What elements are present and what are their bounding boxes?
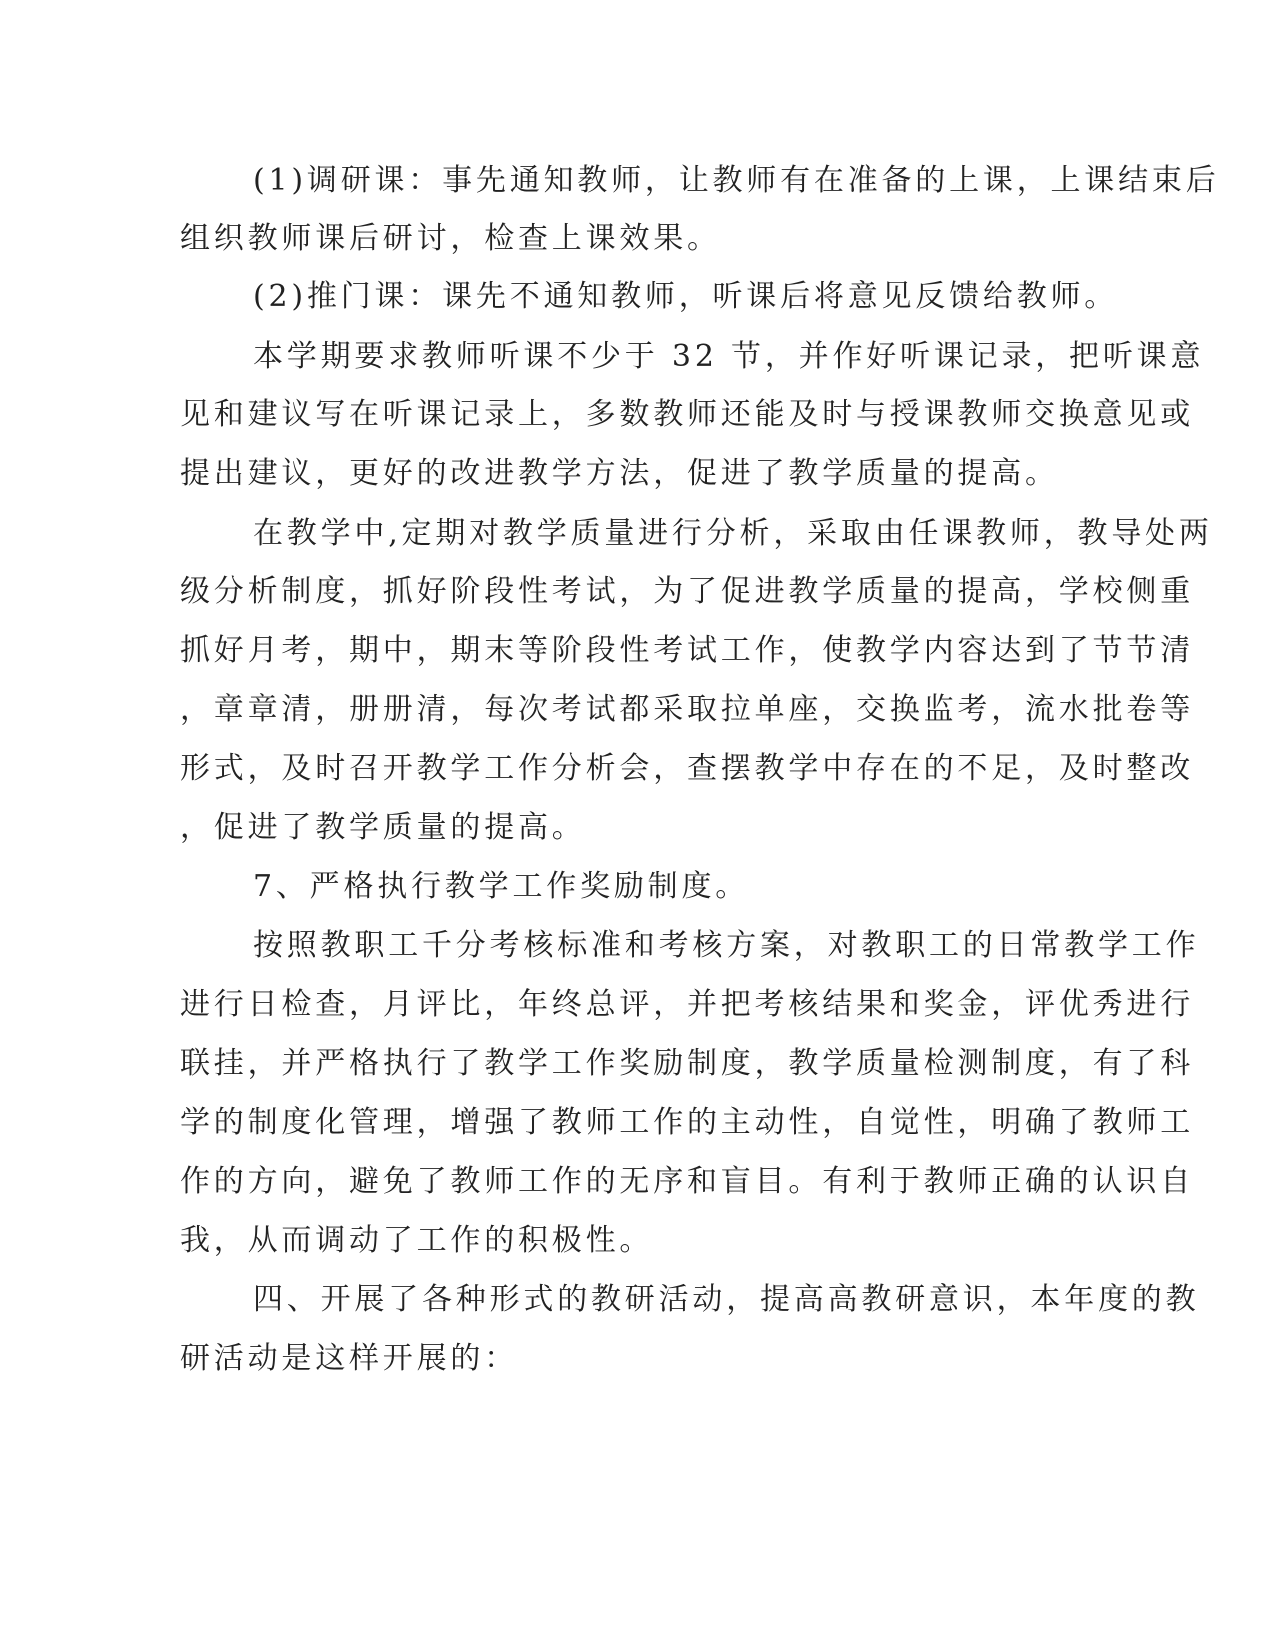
text-line: 联挂，并严格执行了教学工作奖励制度，教学质量检测制度，有了科 [180,1046,1194,1081]
text-line: 级分析制度，抓好阶段性考试，为了促进教学质量的提高，学校侧重 [180,574,1194,609]
text-line: 提出建议，更好的改进教学方法，促进了教学质量的提高。 [180,456,1059,491]
text-line: 按照教职工千分考核标准和考核方案，对教职工的日常教学工作 [253,928,1200,963]
text-line: (2)推门课：课先不通知教师，听课后将意见反馈给教师。 [253,279,1119,314]
text-line: 进行日检查，月评比，年终总评，并把考核结果和奖金，评优秀进行 [180,987,1194,1022]
text-line: 四、开展了各种形式的教研活动，提高高教研意识，本年度的教 [253,1282,1200,1317]
text-line: 7、严格执行教学工作奖励制度。 [253,869,750,904]
text-line: 抓好月考，期中，期末等阶段性考试工作，使教学内容达到了节节清 [180,633,1194,668]
text-line: ，促进了教学质量的提高。 [180,810,586,845]
text-line: 研活动是这样开展的： [180,1341,518,1376]
text-line: 我，从而调动了工作的积极性。 [180,1223,654,1258]
text-line: 作的方向，避免了教师工作的无序和盲目。有利于教师正确的认识自 [180,1164,1194,1199]
text-line: 本学期要求教师听课不少于 32 节，并作好听课记录，把听课意 [253,339,1205,374]
text-line: 学的制度化管理，增强了教师工作的主动性，自觉性，明确了教师工 [180,1105,1194,1140]
text-line: (1)调研课：事先通知教师，让教师有在准备的上课，上课结束后 [253,163,1220,198]
text-line: ，章章清，册册清，每次考试都采取拉单座，交换监考，流水批卷等 [180,692,1194,727]
text-line: 组织教师课后研讨，检查上课效果。 [180,221,721,256]
text-line: 见和建议写在听课记录上，多数教师还能及时与授课教师交换意见或 [180,397,1194,432]
text-line: 在教学中,定期对教学质量进行分析，采取由任课教师，教导处两 [253,516,1213,551]
text-line: 形式，及时召开教学工作分析会，查摆教学中存在的不足，及时整改 [180,751,1194,786]
